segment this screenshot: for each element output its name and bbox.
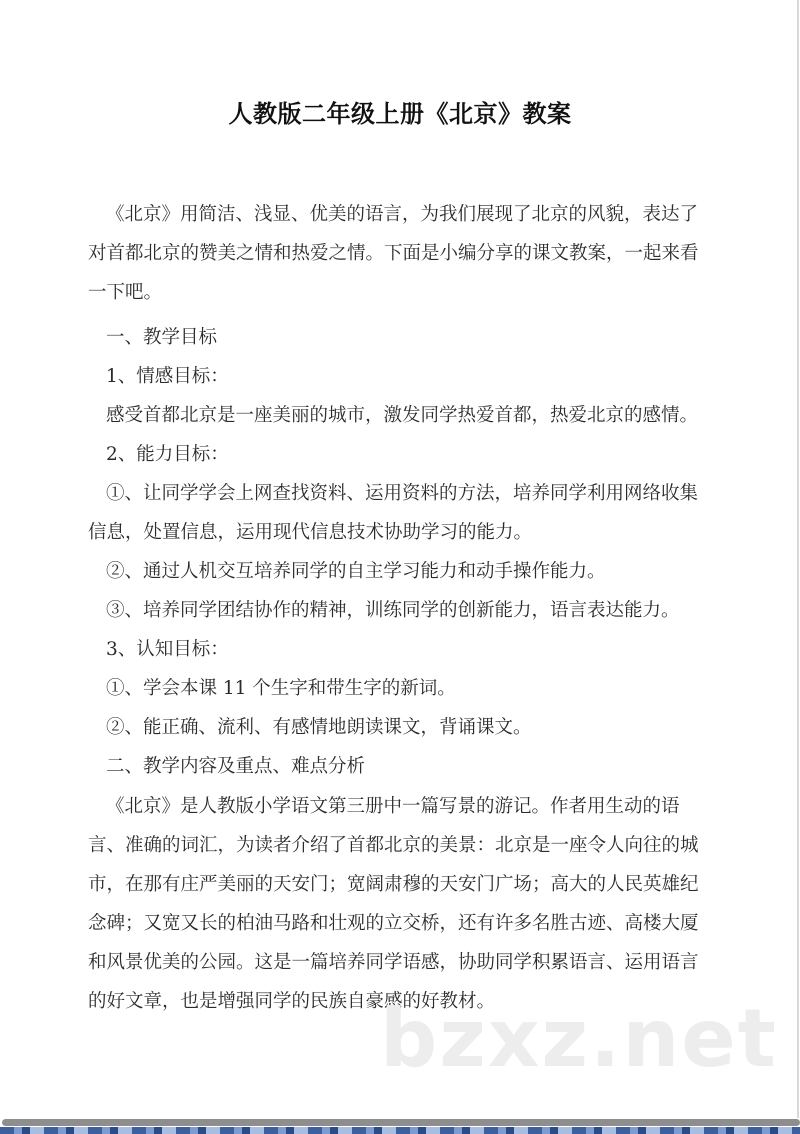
body-line: ①、让同学学会上网查找资料、运用资料的方法，培养同学利用网络收集 [106,483,699,504]
body-line: 的好文章，也是增强同学的民族自豪感的好教材。 [88,991,496,1012]
document-title: 人教版二年级上册《北京》教案 [228,100,572,128]
horizontal-scrollbar[interactable] [2,1119,800,1126]
desktop-background-strip [0,1127,800,1134]
body-line: 感受首都北京是一座美丽的城市，激发同学热爱首都，热爱北京的感情。 [106,405,699,426]
body-line: 《北京》是人教版小学语文第三册中一篇写景的游记。作者用生动的语 [106,796,680,817]
body-line: 一、教学目标 [106,327,218,348]
body-line: 1、情感目标： [106,366,229,387]
body-line: 和风景优美的公园。这是一篇培养同学语感，协助同学积累语言、运用语言 [88,952,699,973]
body-line: ①、学会本课 11 个生字和带生字的新词。 [106,678,456,699]
body-line: ②、能正确、流利、有感情地朗读课文，背诵课文。 [106,717,532,738]
body-line: 2、能力目标： [106,444,229,465]
body-line: 对首都北京的赞美之情和热爱之情。下面是小编分享的课文教案，一起来看 [88,243,699,264]
body-line: 言、准确的词汇，为读者介绍了首都北京的美景：北京是一座令人向往的城 [88,835,699,856]
body-line: ③、培养同学团结协作的精神，训练同学的创新能力，语言表达能力。 [106,600,680,621]
watermark: bzxz.net [380,992,778,1085]
body-line: 信息，处置信息，运用现代信息技术协助学习的能力。 [88,522,533,543]
body-line: 3、认知目标： [106,639,229,660]
body-line: 念碑；又宽又长的柏油马路和壮观的立交桥，还有许多名胜古迹、高楼大厦 [88,913,699,934]
body-line: ②、通过人机交互培养同学的自主学习能力和动手操作能力。 [106,561,606,582]
body-line: 二、教学内容及重点、难点分析 [106,756,366,777]
body-line: 市，在那有庄严美丽的天安门；宽阔肃穆的天安门广场；高大的人民英雄纪 [88,874,699,895]
body-line: 《北京》用简洁、浅显、优美的语言，为我们展现了北京的风貌，表达了 [106,204,699,225]
body-line: 一下吧。 [88,282,163,303]
